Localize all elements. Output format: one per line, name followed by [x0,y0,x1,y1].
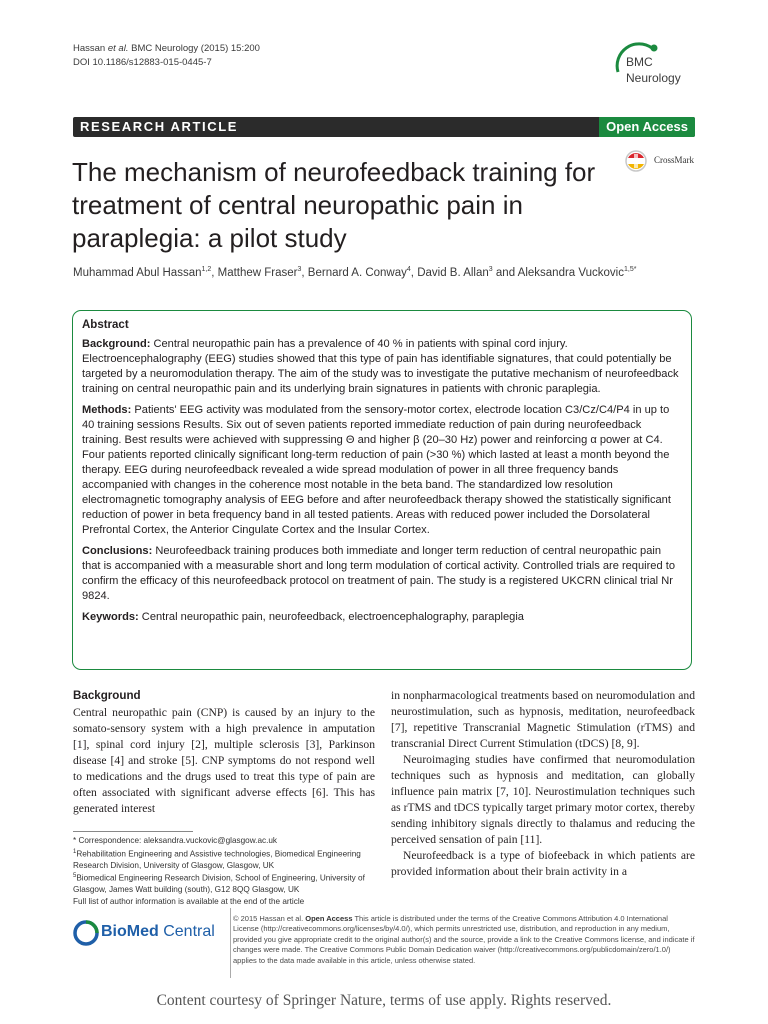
body-right-column [391,688,695,880]
license-text: © 2015 Hassan et al. Open Access This article is distributed under the terms of the Creative Commons Attribution 4.0 International License (http://creativecommons.org/licenses/by/4.0/), which permits unrestricted use, distribution, and reproduction in any medium, provided you give appropriate credit to the original author(s) and the source, provide a link to the Creative Commons license, and indicate if changes were made. The Creative Commons Public Domain Dedication waiver (http://creativecommons.org/publicdomain/zero/1.0/) applies to the data made available in this article, unless otherwise stated. [233,914,695,965]
citation-journal: BMC Neurology (2015) 15:200 [128,43,260,54]
abstract-methods: Methods: Patients' EEG activity was modulated from the sensory-motor cortex, electrode location C3/Cz/C4/P4 in up to 40 training sessions Results. Six out of seven patients reported immediate reduction of pain during neurofeedback training. Best results were achieved with suppressing Θ and higher β (20–30 Hz) power and reinforcing α power at C4. Four patients reported clinically significant long-term reduction of pain (>30 %) which lasted at least a month beyond the therapy. EEG during neurofeedback revealed a wide spread modulation of power in all three frequency bands accompanied with changes in the coherence most notable in the beta band. The standardized low resolution electromagnetic tomography analysis of EEG before and after neurofeedback therapy showed the statistically significant reduction of power in beta frequency band in all tested patients. Areas with reduced power included the Dorsolateral Prefrontal Cortex, the Anterior Cingulate Cortex and the Insular Cortex. [82,404,671,536]
abstract-background: Background: Central neuropathic pain has a prevalence of 40 % in patients with spinal cord injury. Electroencephalography (EEG) studies showed that this type of pain has identifiable signatures, that could potentially be targeted by a neuromodulation therapy. The aim of the study was to investigate the putative mechanism of neurofeedback training on central neuropathic pain and its underlying brain signatures in patients with chronic paraplegia. [82,338,679,395]
abstract-heading: Abstract [82,319,129,331]
crossmark-label: CrossMark [654,155,694,165]
logo-bmc: BMC [626,55,653,69]
abstract-keywords: Keywords: Central neuropathic pain, neurofeedback, electroencephalography, paraplegia [82,611,524,623]
author[interactable]: Aleksandra Vuckovic$^{1,5*}$ [517,266,637,279]
abstract-conclusions: Conclusions: Neurofeedback training produces both immediate and longer term reduction of central neuropathic pain that is accompanied with a measurable short and long term modulation of cortical activity. Controlled trials are required to confirm the efficacy of this neurofeedback protocol on treatment of pain. The study is a registered UKCRN clinical trial Nr 9824. [82,545,675,602]
crossmark-icon [624,150,650,172]
open-access-badge[interactable]: Open Access [599,117,695,137]
bmc-neurology-logo [612,42,702,98]
biomed-central-wordmark: BioMed Central [101,923,215,940]
footnotes [73,835,377,907]
citation-doi[interactable]: DOI 10.1186/s12883-015-0445-7 [73,57,212,68]
body-left-column [73,688,375,817]
full-list-note: Full list of author information is available at the end of the article [73,896,305,906]
citation-header [73,42,260,70]
footnote-divider [73,831,193,832]
abstract-box [72,310,692,670]
citation-author: Hassan [73,43,108,54]
author[interactable]: David B. Allan$^3$ [417,266,493,279]
citation-line-1 [73,42,260,56]
affiliation: $^5$Biomedical Engineering Research Division, School of Engineering, University of Glasgow, James Watt building (south), G12 8QQ Glasgow, UK [73,873,365,895]
bmc-arc-icon [612,42,702,98]
article-type-banner [73,117,695,137]
author[interactable]: Muhammad Abul Hassan$^{1,2}$ [73,266,212,279]
article-title: The mechanism of neurofeedback training for treatment of central neuropathic pain in paraplegia: a pilot study [72,157,596,253]
body-paragraph: Neuroimaging studies have confirmed that neuromodulation techniques such as hypnosis and meditation, can globally influence pain matrix [7, 10]. Neurostimulation techniques such as rTMS and tDCS typically target primary motor cortex, thereby sending inhibitory signals directly to thalamus and reducing the perceived sensation of pain [11]. [391,753,695,846]
author-list: Muhammad Abul Hassan$^{1,2}$, Matthew Fraser$^3$, Bernard A. Conway$^4$, David B. Allan$^3$ and Aleksandra Vuckovic$^{1,5*}$ [73,266,637,279]
author[interactable]: Bernard A. Conway$^4$ [307,266,411,279]
citation-etal: et al. [107,43,129,54]
affiliation: $^1$Rehabilitation Engineering and Assistive technologies, Biomedical Engineering Research Division, University of Glasgow, Glasgow, UK [73,848,361,870]
body-paragraph: Neurofeedback is a type of biofeeback in which patients are provided information about their brain activity in a [391,849,695,878]
crossmark-badge[interactable] [624,150,704,172]
correspondence[interactable]: * Correspondence: aleksandra.vuckovic@glasgow.ac.uk [73,836,278,845]
courtesy-footer: Content courtesy of Springer Nature, terms of use apply. Rights reserved. [156,992,612,1009]
author[interactable]: Matthew Fraser$^3$ [217,266,302,279]
research-article-label: RESEARCH ARTICLE [80,119,239,134]
body-paragraph: Central neuropathic pain (CNP) is caused by an injury to the somato-sensory system with a high prevalence in amputation [1], spinal cord injury [2], multiple sclerosis [3], Parkinson disease [4] and stroke [5]. CNP symptoms do not respond well to medications and the drugs used to treat this type of pain are often associated with significant adverse effects [6]. This has generated interest [73,706,375,815]
biomed-central-icon [73,920,99,946]
biomed-central-logo [73,918,223,948]
body-paragraph: in nonpharmacological treatments based on neuromodulation and neurostimulation, such as hypnosis, meditation, neurofeedback [7], repetitive Transcranial Magnetic Stimulation (rTMS) and transcranial Direct Current Stimulation (tDCS) [8, 9]. [391,689,695,750]
license-divider [230,908,231,978]
logo-journal: Neurology [626,71,681,85]
background-heading: Background [73,689,141,702]
